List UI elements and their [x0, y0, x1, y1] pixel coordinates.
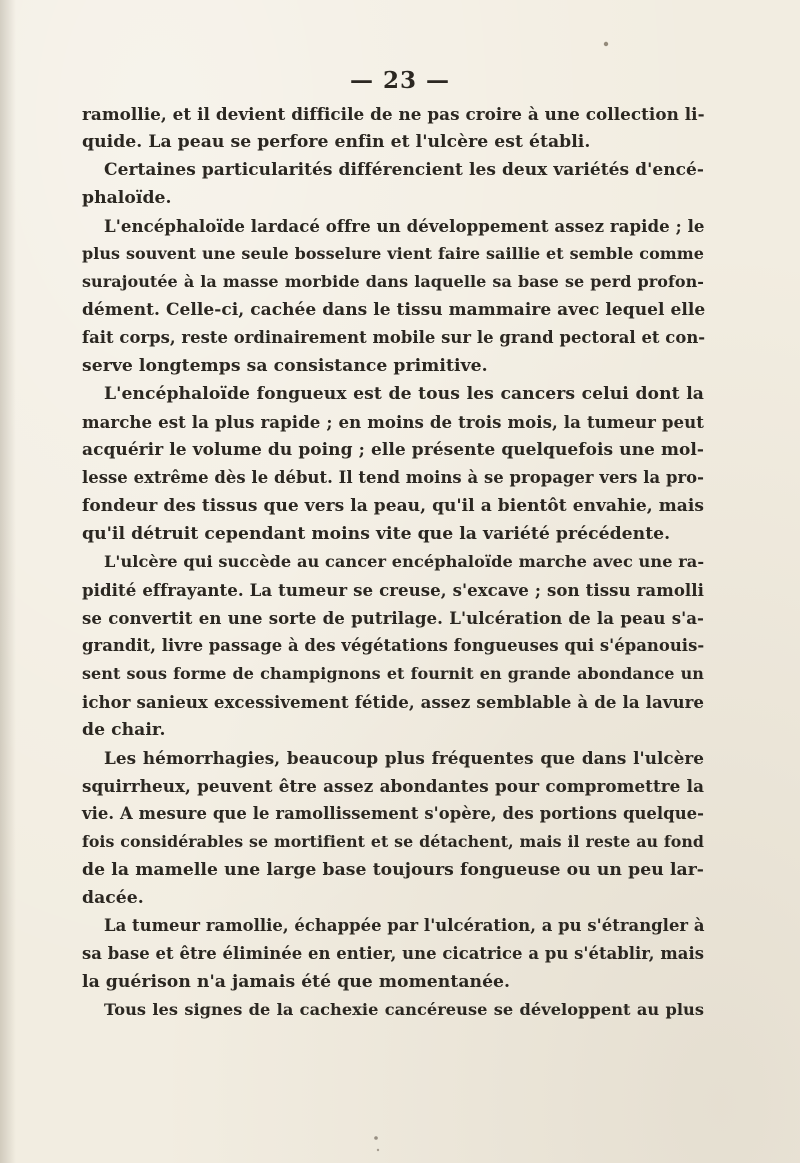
text-line: lesse extrême dès le début. Il tend moins à se propager vers la pro-: [82, 468, 704, 487]
text-line: vie. A mesure que le ramollissement s'opère, des portions quelque-: [82, 804, 704, 823]
text-line: Tous les signes de la cachexie cancéreuse se développent au plus: [104, 1000, 704, 1019]
speck: [604, 42, 608, 46]
text-line: Certaines particularités différencient les deux variétés d'encé-: [104, 160, 704, 180]
text-line: L'encéphaloïde lardacé offre un développement assez rapide ; le: [104, 216, 705, 236]
text-line: fait corps, reste ordinairement mobile sur le grand pectoral et con-: [82, 328, 706, 347]
text-line: acquérir le volume du poing ; elle présente quelquefois une mol-: [82, 440, 704, 460]
text-line: sent sous forme de champignons et fournit en grande abondance un: [82, 664, 704, 683]
text-line: squirrheux, peuvent être assez abondantes pour compromettre la: [82, 776, 704, 796]
text-line: pidité effrayante. La tumeur se creuse, s'excave ; son tissu ramolli: [82, 580, 704, 600]
text-line: Les hémorrhagies, beaucoup plus fréquentes que dans l'ulcère: [104, 748, 704, 768]
text-line: fondeur des tissus que vers la peau, qu'il a bientôt envahie, mais: [82, 496, 704, 516]
text-line: serve longtemps sa consistance primitive.: [82, 356, 488, 376]
text-line: surajoutée à la masse morbide dans laquelle sa base se perd profon-: [82, 272, 704, 291]
speck: [377, 1149, 379, 1151]
text-line: dément. Celle-ci, cachée dans le tissu mammaire avec lequel elle: [82, 300, 706, 320]
speck: [374, 1136, 378, 1140]
text-line: qu'il détruit cependant moins vite que la variété précédente.: [82, 524, 671, 544]
text-line: de la mamelle une large base toujours fongueuse ou un peu lar-: [82, 860, 704, 880]
page-number: — 23 —: [349, 67, 451, 94]
text-line: dacée.: [82, 888, 144, 908]
text-line: L'ulcère qui succède au cancer encéphaloïde marche avec une ra-: [104, 552, 705, 571]
text-line: se convertit en une sorte de putrilage. L'ulcération de la peau s'a-: [82, 608, 704, 628]
text-line: fois considérables se mortifient et se détachent, mais il reste au fond: [82, 832, 704, 851]
text-line: phaloïde.: [82, 188, 172, 208]
text-line: L'encéphaloïde fongueux est de tous les cancers celui dont la: [104, 384, 704, 404]
text-line: sa base et être éliminée en entier, une cicatrice a pu s'établir, mais: [82, 944, 704, 963]
text-line: ramollie, et il devient difficile de ne pas croire à une collection li-: [82, 104, 705, 124]
text-line: ichor sanieux excessivement fétide, assez semblable à de la lavure: [82, 692, 704, 712]
text-line: La tumeur ramollie, échappée par l'ulcération, a pu s'étrangler à: [104, 916, 705, 935]
text-line: marche est la plus rapide ; en moins de trois mois, la tumeur peut: [82, 412, 704, 432]
text-line: plus souvent une seule bosselure vient faire saillie et semble comme: [82, 244, 704, 263]
text-line: grandit, livre passage à des végétations fongueuses qui s'épanouis-: [82, 636, 705, 655]
text-line: la guérison n'a jamais été que momentanée.: [82, 972, 511, 992]
text-line: quide. La peau se perfore enfin et l'ulcère est établi.: [82, 132, 591, 152]
text-line: de chair.: [82, 720, 166, 740]
